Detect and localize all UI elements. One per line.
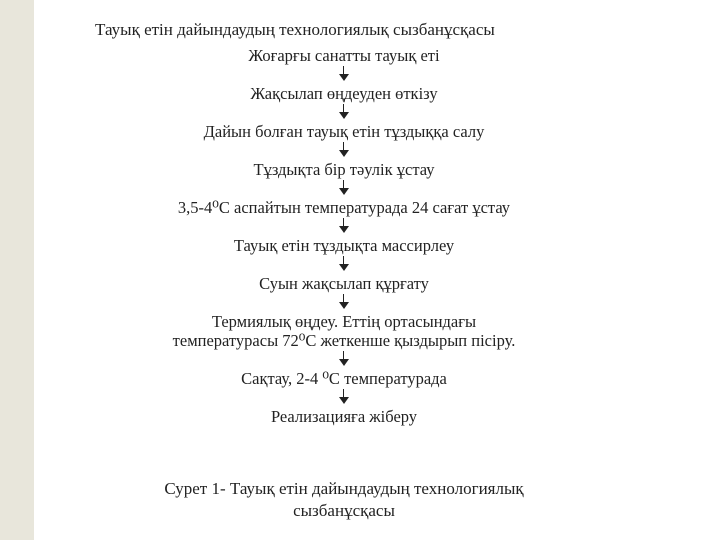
arrow-down-icon [339,256,349,271]
diagram-title: Тауық етін дайындаудың технологиялық сызбанұсқасы [95,20,495,39]
caption-line-2: сызбанұсқасы [293,501,395,520]
arrow-down-icon [339,218,349,233]
step-10: Реализацияға жіберу [270,407,418,426]
document-page [34,0,720,540]
step-4: Тұздықта бір тәулік ұстау [253,160,435,179]
step-8-line-2: температурасы 72⁰С жеткенше қыздырып пісіру. [172,331,516,350]
arrow-down-icon [339,294,349,309]
figure-caption [34,478,654,522]
caption-line-1: Сурет 1- Тауық етін дайындаудың технологиялық [164,479,524,498]
side-strip [0,0,34,540]
arrow-down-icon [339,389,349,404]
step-8-line-1: Термиялық өңдеу. Еттің ортасындағы [211,312,477,331]
arrow-down-icon [339,142,349,157]
arrow-down-icon [339,180,349,195]
step-6: Тауық етін тұздықта массирлеу [233,236,455,255]
step-5: 3,5-4⁰С аспайтын температурада 24 сағат ұстау [177,198,511,217]
step-1: Жоғарғы санатты тауық еті [248,46,440,65]
step-3: Дайын болған тауық етін тұздыққа салу [203,122,485,141]
arrow-down-icon [339,104,349,119]
flowchart [34,46,654,426]
step-9: Сақтау, 2-4 ⁰С температурада [241,369,447,388]
arrow-down-icon [339,66,349,81]
step-2: Жақсылап өңдеуден өткізу [250,84,438,103]
arrow-down-icon [339,351,349,366]
step-7: Суын жақсылап құрғату [259,274,429,293]
